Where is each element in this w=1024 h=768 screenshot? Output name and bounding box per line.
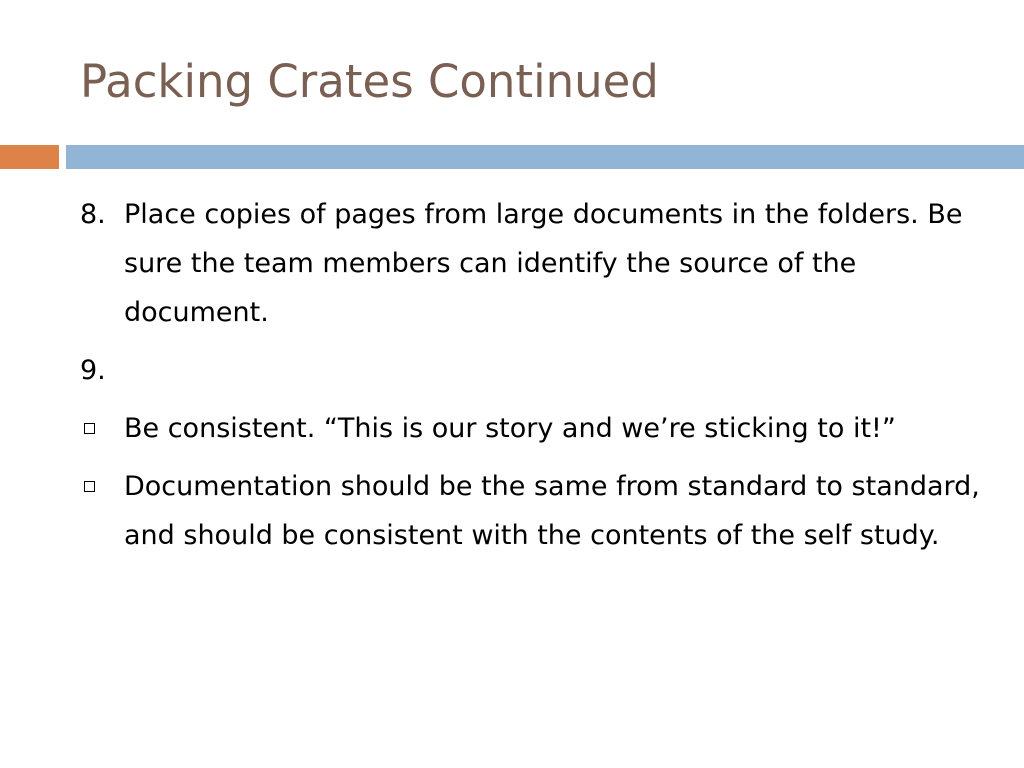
slide-body [80, 190, 980, 569]
numbered-item-8 [80, 190, 980, 337]
accent-bar-orange [0, 145, 59, 169]
bullet-text: Be consistent. “This is our story and we’re sticking to it!” [124, 413, 896, 444]
item-text [124, 346, 980, 395]
item-text: Place copies of pages from large documents in the folders. Be sure the team members can identify the source of the document. [124, 199, 963, 328]
bullet-item-consistent [80, 404, 980, 453]
item-number: 9. [80, 355, 106, 386]
accent-bar-blue [66, 145, 1024, 169]
hollow-square-bullet-icon [84, 481, 95, 492]
hollow-square-bullet-icon [84, 423, 95, 434]
item-number: 8. [80, 199, 106, 230]
bullet-item-documentation [80, 462, 980, 560]
numbered-item-9 [80, 346, 980, 395]
slide-title: Packing Crates Continued [80, 55, 659, 108]
bullet-text: Documentation should be the same from standard to standard, and should be consistent with the contents of the self study. [124, 471, 980, 551]
